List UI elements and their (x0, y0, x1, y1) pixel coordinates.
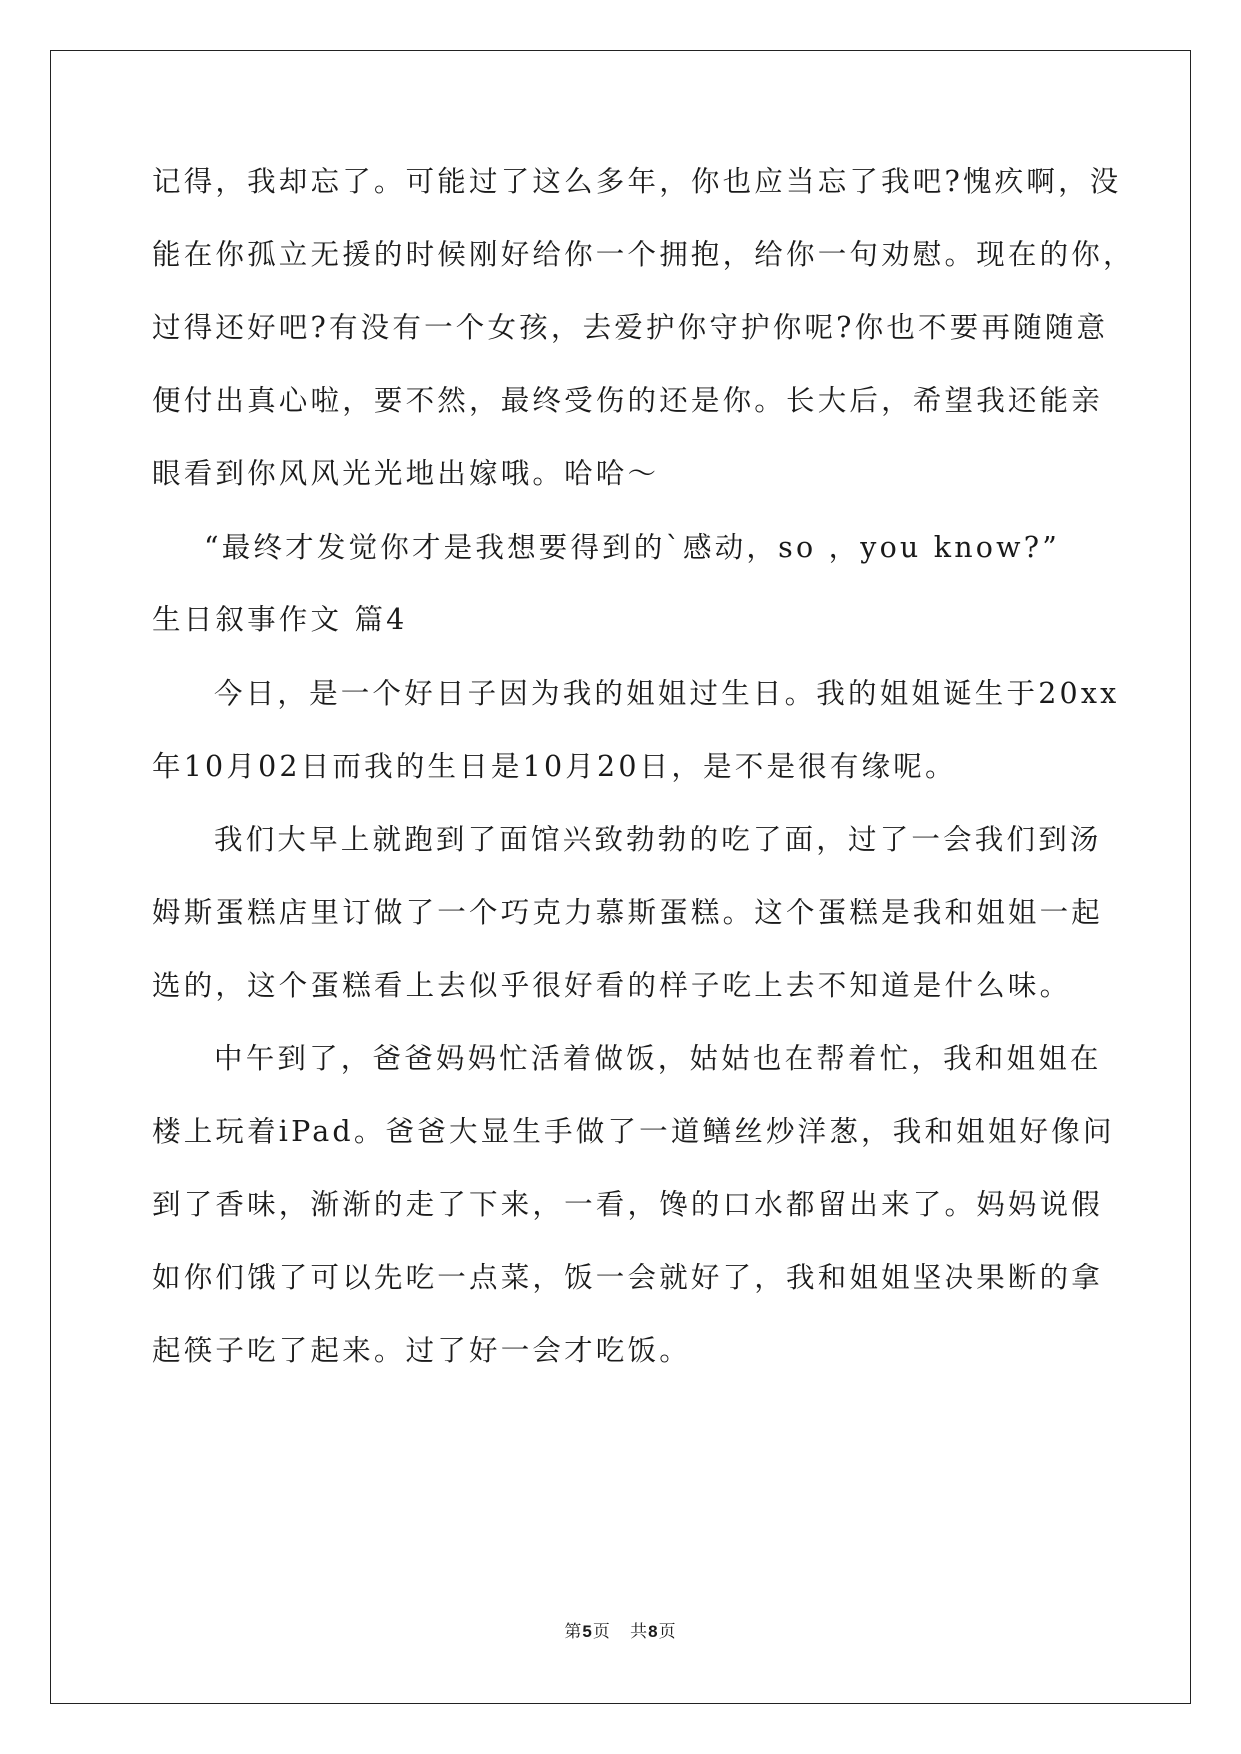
paragraph-line: 中午到了，爸爸妈妈忙活着做饭，姑姑也在帮着忙，我和姐姐在 (214, 1042, 1102, 1075)
page-footer (0, 1620, 1241, 1644)
paragraph-line: 如你们饿了可以先吃一点菜，饭一会就好了，我和姐姐坚决果断的拿 (152, 1261, 1104, 1294)
footer-total-prefix: 共 (630, 1622, 649, 1642)
footer-prefix: 第 (564, 1622, 583, 1642)
paragraph-line: 起筷子吃了起来。过了好一会才吃饭。 (152, 1334, 691, 1367)
paragraph-line: 选的，这个蛋糕看上去似乎很好看的样子吃上去不知道是什么味。 (152, 969, 1072, 1002)
footer-page-unit: 页 (592, 1622, 611, 1642)
paragraph-line: 过得还好吧?有没有一个女孩，去爱护你守护你呢?你也不要再随随意 (152, 311, 1109, 344)
paragraph-line: 年10月02日而我的生日是10月20日，是不是很有缘呢。 (152, 750, 957, 783)
paragraph-line: 记得，我却忘了。可能过了这么多年，你也应当忘了我吧?愧疚啊，没 (152, 165, 1122, 198)
page-number: 5 (582, 1622, 593, 1641)
paragraph-line: 楼上玩着iPad。爸爸大显生手做了一道鳝丝炒洋葱，我和姐姐好像问 (152, 1115, 1115, 1148)
quote-line: “最终才发觉你才是我想要得到的`感动，so ，you know?” (204, 531, 1060, 564)
page-border (50, 50, 1191, 1704)
paragraph-line: 眼看到你风风光光地出嫁哦。哈哈～ (152, 457, 660, 490)
paragraph-line: 今日，是一个好日子因为我的姐姐过生日。我的姐姐诞生于20xx (214, 677, 1120, 710)
paragraph-line: 我们大早上就跑到了面馆兴致勃勃的吃了面，过了一会我们到汤 (214, 823, 1102, 856)
footer-total-unit: 页 (658, 1622, 677, 1642)
section-heading: 生日叙事作文 篇4 (152, 603, 408, 636)
total-pages: 8 (648, 1622, 659, 1641)
paragraph-line: 到了香味，渐渐的走了下来，一看，馋的口水都留出来了。妈妈说假 (152, 1188, 1104, 1221)
paragraph-line: 能在你孤立无援的时候刚好给你一个拥抱，给你一句劝慰。现在的你， (152, 238, 1135, 271)
paragraph-line: 姆斯蛋糕店里订做了一个巧克力慕斯蛋糕。这个蛋糕是我和姐姐一起 (152, 896, 1104, 929)
paragraph-line: 便付出真心啦，要不然，最终受伤的还是你。长大后，希望我还能亲 (152, 384, 1104, 417)
